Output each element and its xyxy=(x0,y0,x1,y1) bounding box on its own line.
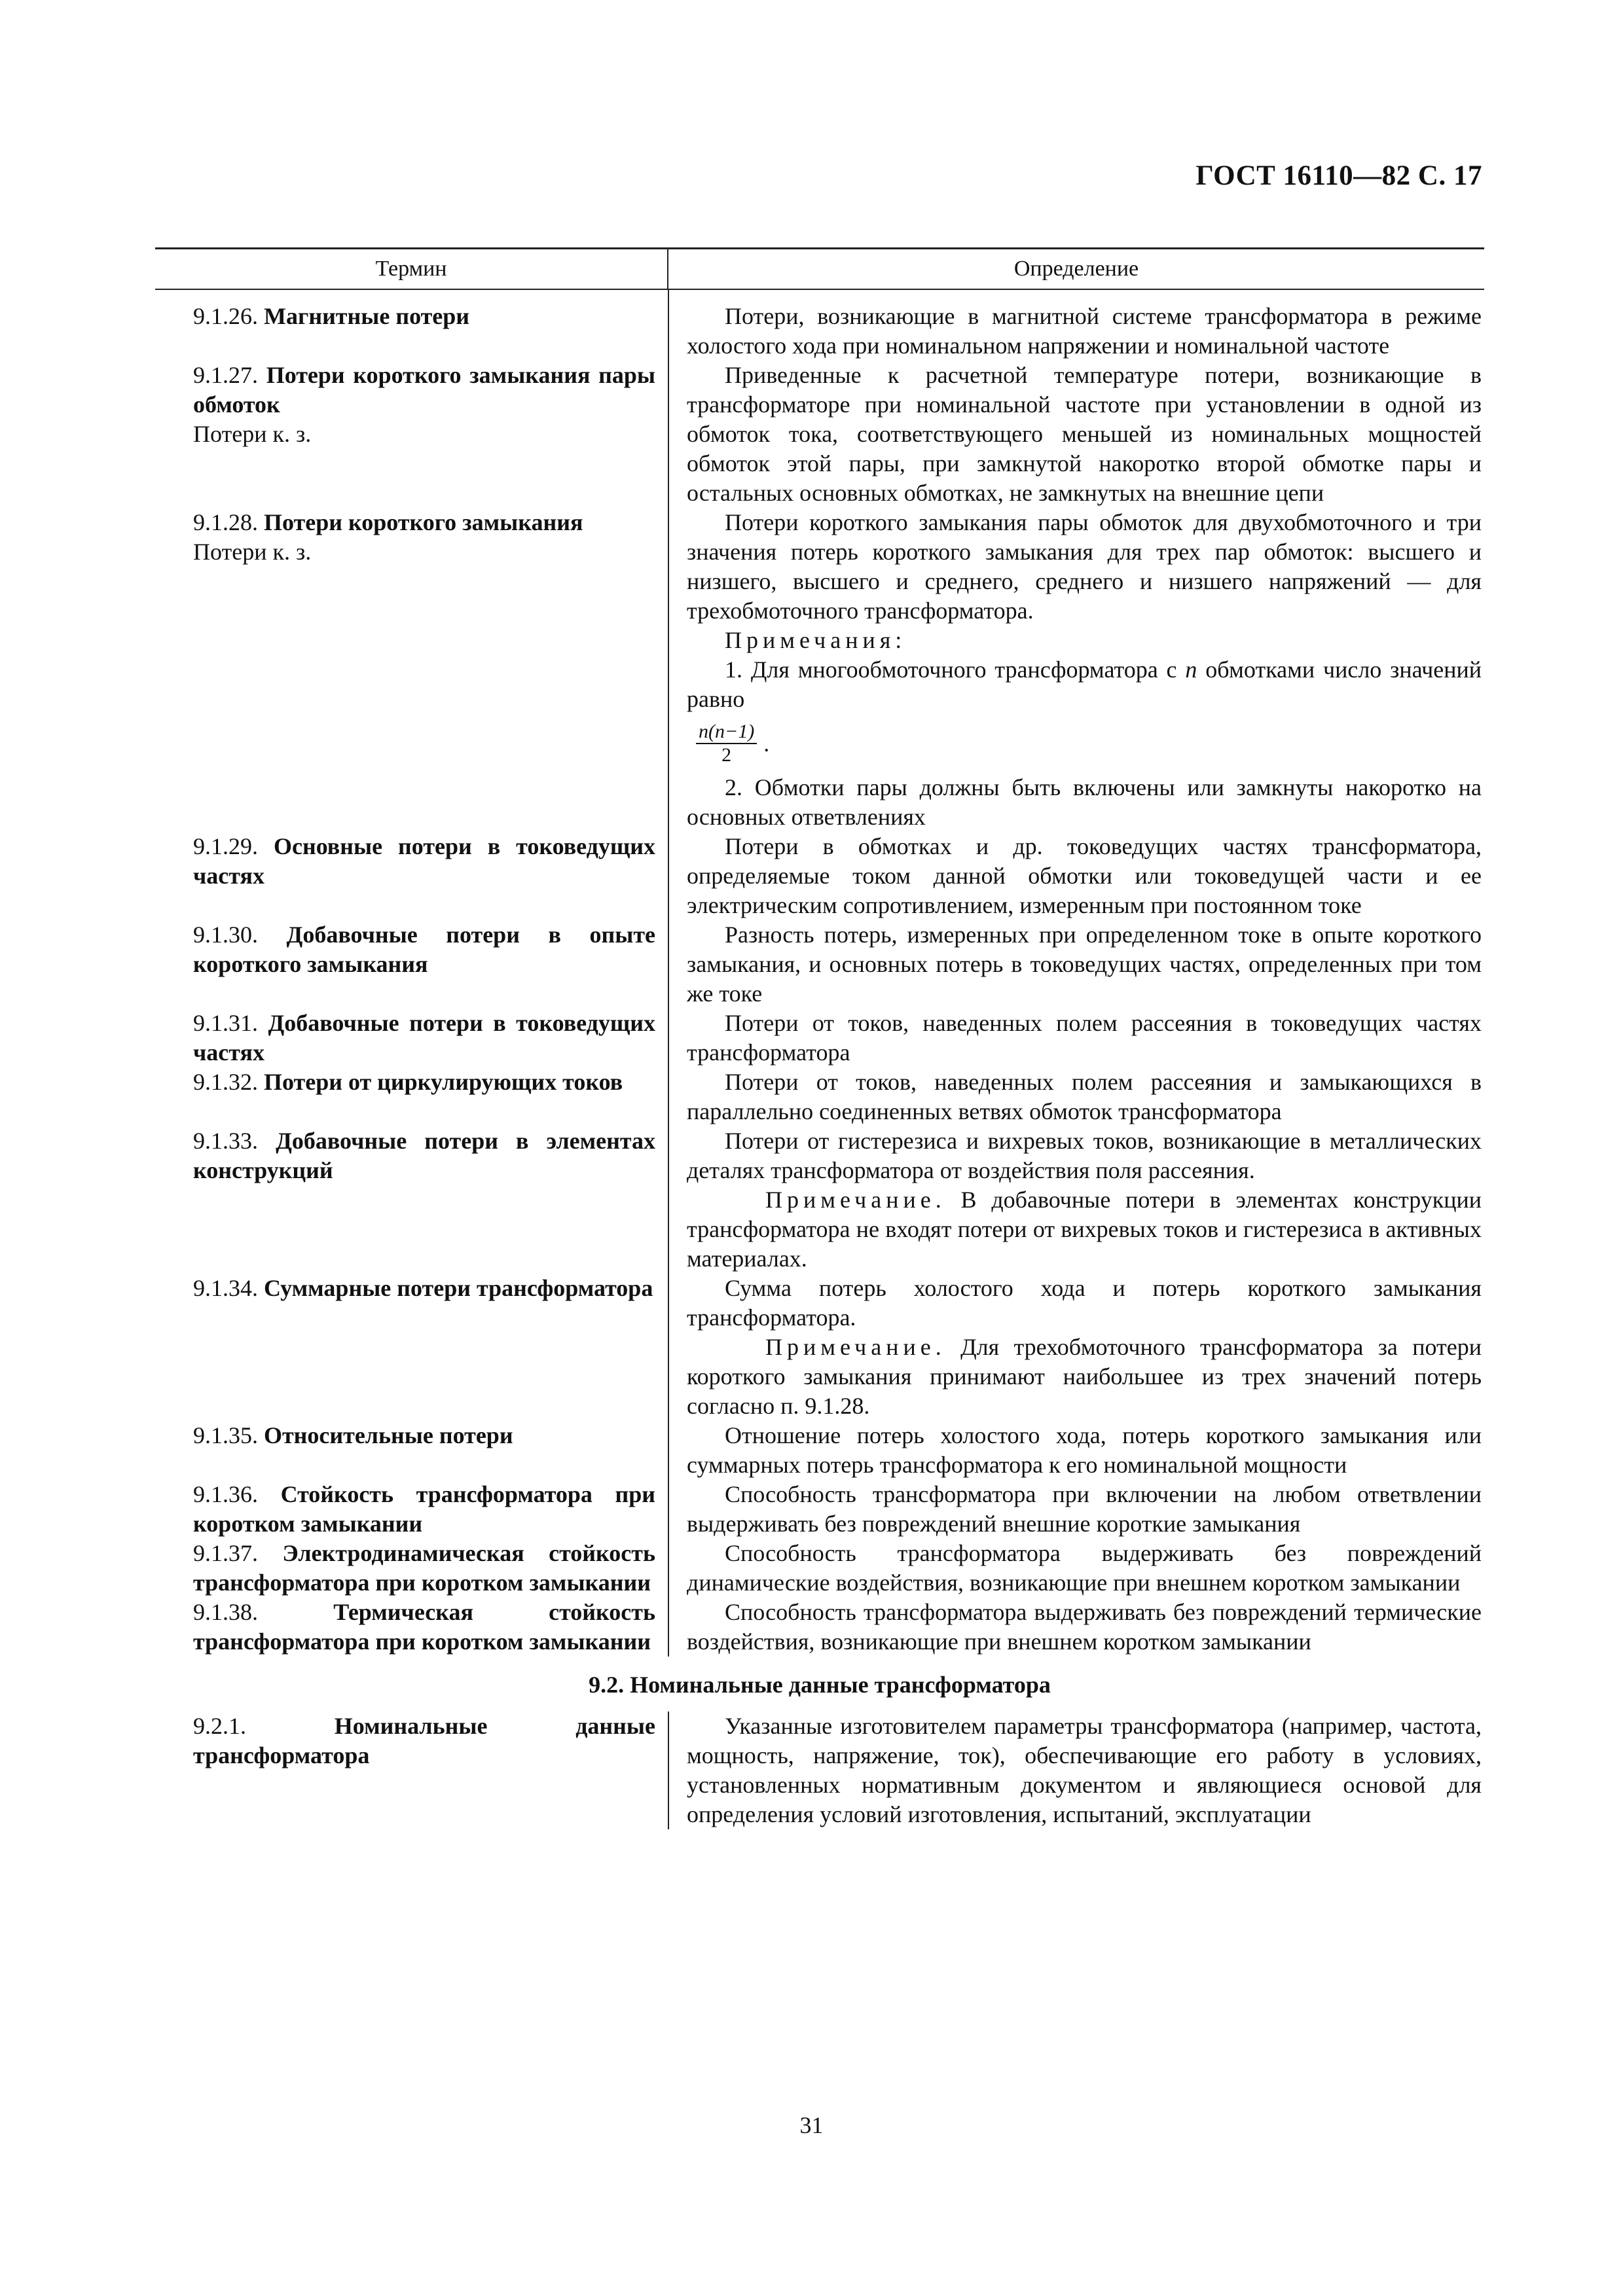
note-label: Примечание. xyxy=(765,1334,946,1360)
section-title: 9.2. Номинальные данные трансформатора xyxy=(589,1672,1051,1698)
term-number: 9.1.26. xyxy=(193,303,258,329)
definition-text: Потери, возникающие в магнитной системе трансформатора в режиме холостого хода при номинальном напряжении и номинальной частоте xyxy=(687,303,1482,359)
definition-text: Потери в обмотках и др. токоведущих частях трансформатора, определяемые током данной обмотки или токоведущей части и ее электрическим сопротивлением, измеренным при постоянном токе xyxy=(687,833,1482,918)
term-number: 9.1.37. xyxy=(193,1540,258,1566)
definition-text: Потери от гистерезиса и вихревых токов, возникающие в металлических деталях трансформатора от воздействия поля рассеяния. xyxy=(687,1128,1482,1183)
definition-text: Отношение потерь холостого хода, потерь короткого замыкания или суммарных потерь трансформатора к его номинальной мощности xyxy=(687,1422,1482,1478)
page-number: 31 xyxy=(799,2112,824,2138)
formula-denominator: 2 xyxy=(721,744,732,766)
term-name: Относительные потери xyxy=(264,1422,513,1448)
note-text: В добавочные потери в элементах конструкции трансформатора не входят потери от вихревых токов и гистерезиса в активных материалах. xyxy=(687,1187,1482,1272)
term-number: 9.1.28. xyxy=(193,509,258,535)
definition-text: Указанные изготовителем параметры трансформатора (например, частота, мощность, напряжение, ток), обеспечивающие его работу в условиях, установленных нормативным документом и являющиеся основой для определения условий изготовления, испытаний, эксплуатации xyxy=(687,1713,1482,1827)
term-cell xyxy=(155,508,668,832)
table-row xyxy=(155,1539,1484,1598)
term-name: Суммарные потери трансформатора xyxy=(264,1275,653,1301)
term-cell xyxy=(155,1067,668,1126)
formula-line: $\frac{n(n-1)}{2}$ . xyxy=(687,714,1482,773)
definition-text: Потери от токов, наведенных полем рассеяния в токоведущих частях трансформатора xyxy=(687,1010,1482,1066)
definition-cell xyxy=(668,508,1484,832)
note-label: Примечание. xyxy=(765,1187,946,1213)
definition-cell xyxy=(668,361,1484,508)
table-row xyxy=(155,1712,1484,1829)
term-cell xyxy=(155,361,668,508)
table-row xyxy=(155,1480,1484,1539)
definition-cell xyxy=(668,1421,1484,1480)
term-cell xyxy=(155,1598,668,1657)
term-name: Потери короткого замыкания xyxy=(264,509,583,535)
term-abbreviation: Потери к. з. xyxy=(193,421,312,447)
term-name: Добавочные потери в токоведущих частях xyxy=(193,1010,656,1066)
term-cell xyxy=(155,1712,668,1829)
definition-text: Потери короткого замыкания пары обмоток для двухобмоточного и три значения потерь короткого замыкания для трех пар обмоток: высшего и низшего, высшего и среднего, среднего и низшего напряжений — для трехобмоточного трансформатора. xyxy=(687,509,1482,624)
table-body xyxy=(155,290,1484,1657)
table-row xyxy=(155,361,1484,508)
definition-cell xyxy=(668,1274,1484,1421)
page-header: ГОСТ 16110—82 С. 17 xyxy=(1195,160,1482,191)
term-cell xyxy=(155,1480,668,1539)
term-number: 9.2.1. xyxy=(193,1713,246,1739)
term-number: 9.1.33. xyxy=(193,1128,258,1154)
definition-text: Приведенные к расчетной температуре потери, возникающие в трансформаторе при номинальной частоте при установлении в одной из обмоток тока, соответствующего меньшей из номинальных мощностей обмоток этой пары, при замкнутой накоротко второй обмотке пары и остальных основных обмотках, не замкнутых на внешние цепи xyxy=(687,362,1482,506)
term-name: Термическая стойкость трансформатора при коротком замыкании xyxy=(193,1599,655,1655)
term-number: 9.1.35. xyxy=(193,1422,258,1448)
table-row xyxy=(155,832,1484,920)
term-name: Номинальные данные трансформатора xyxy=(193,1713,656,1768)
term-cell xyxy=(155,302,668,361)
definition-cell xyxy=(668,1598,1484,1657)
table-row xyxy=(155,1126,1484,1274)
term-name: Магнитные потери xyxy=(264,303,470,329)
definition-cell xyxy=(668,1067,1484,1126)
term-abbreviation: Потери к. з. xyxy=(193,539,312,565)
definition-cell xyxy=(668,1009,1484,1067)
definition-cell xyxy=(668,1480,1484,1539)
table-row xyxy=(155,1009,1484,1067)
definition-cell xyxy=(668,1539,1484,1598)
definition-text: Разность потерь, измеренных при определенном токе в опыте короткого замыкания, и основных потерь в токоведущих частях, определенных при том же токе xyxy=(687,922,1482,1007)
note-2: 2. Обмотки пары должны быть включены или замкнуты накоротко на основных ответвлениях xyxy=(687,774,1482,830)
term-name: Потери от циркулирующих токов xyxy=(264,1069,623,1095)
term-cell xyxy=(155,1126,668,1274)
definition-text: Способность трансформатора при включении на любом ответвлении выдерживать без повреждений внешние короткие замыкания xyxy=(687,1481,1482,1537)
term-cell xyxy=(155,1539,668,1598)
table-body-section-2 xyxy=(155,1712,1484,1829)
note xyxy=(687,1185,1482,1274)
table-row xyxy=(155,302,1484,361)
table-row xyxy=(155,920,1484,1009)
table-row xyxy=(155,1421,1484,1480)
table-row xyxy=(155,1067,1484,1126)
terms-table xyxy=(155,247,1484,1829)
definition-cell xyxy=(668,302,1484,361)
definition-cell xyxy=(668,920,1484,1009)
term-number: 9.1.27. xyxy=(193,362,258,388)
formula-fraction xyxy=(696,721,757,766)
term-cell xyxy=(155,832,668,920)
term-number: 9.1.36. xyxy=(193,1481,258,1507)
term-cell xyxy=(155,1009,668,1067)
term-cell xyxy=(155,1274,668,1421)
term-number: 9.1.38. xyxy=(193,1599,258,1625)
term-number: 9.1.30. xyxy=(193,922,258,948)
column-divider xyxy=(668,290,669,1657)
column-divider xyxy=(668,1712,669,1829)
table-header xyxy=(155,249,1484,290)
term-name: Электродинамическая стойкость трансформатора при коротком замыкании xyxy=(193,1540,655,1596)
definition-text: Способность трансформатора выдерживать без повреждений термические воздействия, возникающие при внешнем коротком замыкании xyxy=(687,1599,1482,1655)
term-number: 9.1.34. xyxy=(193,1275,258,1301)
term-name: Добавочные потери в элементах конструкций xyxy=(193,1128,655,1183)
note-1: 1. Для многообмоточного трансформатора с n обмотками число значений равно xyxy=(687,656,1482,712)
note xyxy=(687,1333,1482,1421)
term-name: Потери короткого замыкания пары обмоток xyxy=(193,362,656,418)
term-cell xyxy=(155,1421,668,1480)
definition-text: Сумма потерь холостого хода и потерь короткого замыкания трансформатора. xyxy=(687,1275,1482,1331)
notes-title: Примечания: xyxy=(725,627,907,653)
term-name: Основные потери в токоведущих частях xyxy=(193,833,656,889)
table-row xyxy=(155,1598,1484,1657)
term-cell xyxy=(155,920,668,1009)
definition-text: Способность трансформатора выдерживать без повреждений динамические воздействия, возникающие при внешнем коротком замыкании xyxy=(687,1540,1482,1596)
table-row xyxy=(155,508,1484,832)
definition-text: Потери от токов, наведенных полем рассеяния и замыкающихся в параллельно соединенных ветвях обмоток трансформатора xyxy=(687,1069,1482,1124)
table-row xyxy=(155,1274,1484,1421)
definition-cell xyxy=(668,1126,1484,1274)
term-name: Добавочные потери в опыте короткого замыкания xyxy=(193,922,655,977)
term-name: Стойкость трансформатора при коротком замыкании xyxy=(193,1481,656,1537)
column-header-term: Термин xyxy=(155,249,668,289)
term-number: 9.1.29. xyxy=(193,833,258,859)
definition-cell xyxy=(668,832,1484,920)
column-header-definition: Определение xyxy=(1013,257,1139,281)
term-number: 9.1.32. xyxy=(193,1069,258,1095)
definition-cell xyxy=(668,1712,1484,1829)
term-number: 9.1.31. xyxy=(193,1010,258,1036)
note-text: Для трехобмоточного трансформатора за потери короткого замыкания принимают наибольшее из трех значений потерь согласно п. 9.1.28. xyxy=(687,1334,1482,1419)
formula-numerator: n(n−1) xyxy=(696,721,757,744)
